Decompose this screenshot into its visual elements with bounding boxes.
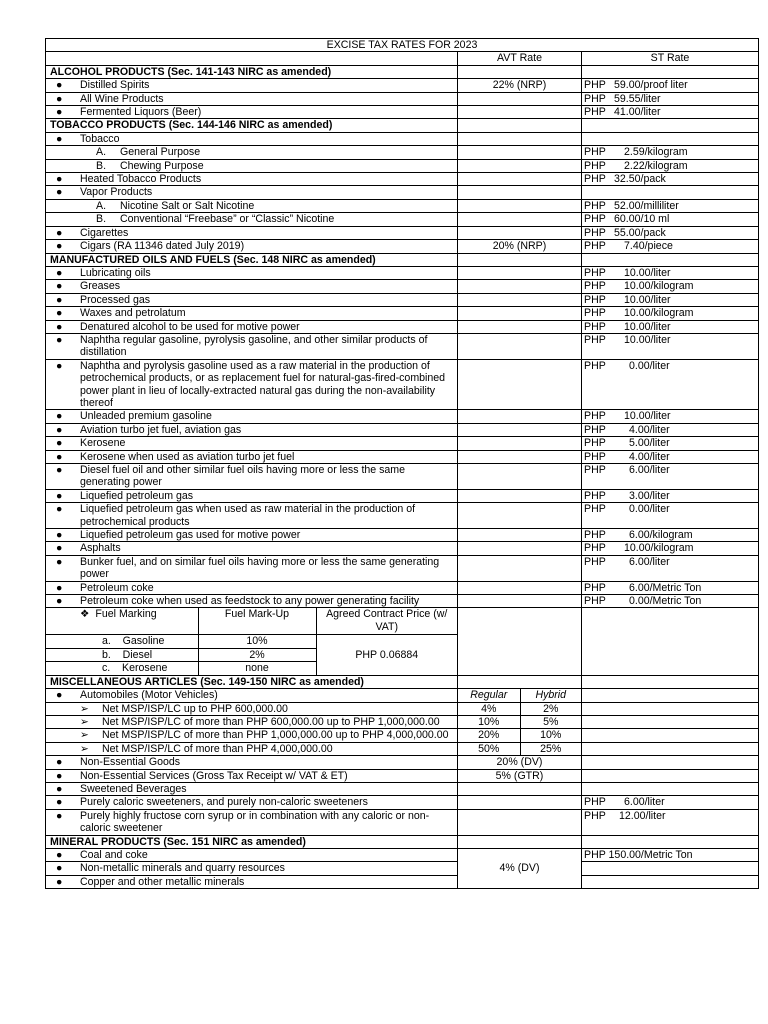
table-row: ● Processed gas PHP 10.00/liter [46, 293, 759, 306]
bullet-icon: ● [56, 542, 63, 555]
bullet-icon: ● [56, 266, 63, 279]
table-row: ➢ Net MSP/ISP/LC of more than PHP 600,000.00 up to PHP 1,000,000.00 10% 5% [46, 715, 759, 728]
table-row: ● Fermented Liquors (Beer) PHP 41.00/liter [46, 106, 759, 119]
section-row [46, 253, 759, 266]
oil-rows [46, 266, 759, 608]
bullet-icon: ● [56, 796, 63, 809]
excise-tax-table-page [45, 38, 758, 889]
table-row: ● Cigarettes PHP 55.00/pack [46, 226, 759, 239]
table-row: ● Purely caloric sweeteners, and purely non-caloric sweeteners PHP 6.00/liter [46, 796, 759, 809]
table-row: ● All Wine Products PHP 59.55/liter [46, 92, 759, 105]
bullet-icon: ● [56, 756, 63, 769]
bullet-icon: ● [56, 307, 63, 320]
bullet-icon: ● [56, 875, 63, 888]
table-row: ● Naphtha regular gasoline, pyrolysis gasoline, and other similar products of distillation PHP 10.00/liter [46, 333, 759, 359]
excise-tax-table [45, 38, 759, 889]
bullet-icon: ● [56, 280, 63, 293]
bullet-icon: ● [56, 173, 63, 186]
table-row: ● Vapor Products [46, 186, 759, 199]
st-rate-header: ST Rate [582, 52, 759, 65]
bullet-icon: ● [56, 333, 63, 346]
bullet-icon: ● [56, 769, 63, 782]
table-row: ● Purely highly fructose corn syrup or in combination with any caloric or non-caloric sweetener PHP 12.00/liter [46, 809, 759, 835]
bullet-icon: ● [56, 92, 63, 105]
table-row: ● Kerosene PHP 5.00/liter [46, 437, 759, 450]
table-row: ● Copper and other metallic minerals [46, 875, 759, 888]
bullet-icon: ● [56, 132, 63, 145]
table-row: ● Bunker fuel, and on similar fuel oils having more or less the same generating power PHP 6.00/liter [46, 555, 759, 581]
table-row: ● Non-metallic minerals and quarry resources [46, 862, 759, 875]
diamond-bullet-icon: ❖ [80, 608, 90, 621]
table-row: ➢ Net MSP/ISP/LC up to PHP 600,000.00 4% 2% [46, 702, 759, 715]
table-row: ● Unleaded premium gasoline PHP 10.00/liter [46, 410, 759, 423]
avt-rate-header: AVT Rate [458, 52, 582, 65]
bullet-icon: ● [56, 809, 63, 822]
table-row: A. Nicotine Salt or Salt Nicotine PHP 52.00/milliliter [46, 199, 759, 212]
bullet-icon: ● [56, 489, 63, 502]
table-row: ● Non-Essential Services (Gross Tax Receipt w/ VAT & ET) 5% (GTR) [46, 769, 759, 782]
table-row: ● Greases PHP 10.00/kilogram [46, 280, 759, 293]
bullet-icon: ● [56, 226, 63, 239]
bullet-icon: ● [56, 450, 63, 463]
title-row [46, 39, 759, 52]
table-row: B. Chewing Purpose PHP 2.22/kilogram [46, 159, 759, 172]
section-row [46, 65, 759, 78]
table-row: ● Heated Tobacco Products PHP 32.50/pack [46, 173, 759, 186]
table-row: ● Denatured alcohol to be used for motive power PHP 10.00/liter [46, 320, 759, 333]
tobacco-section-title: TOBACCO PRODUCTS (Sec. 144-146 NIRC as amended) [46, 119, 458, 132]
bullet-icon: ● [56, 423, 63, 436]
bullet-icon: ● [56, 437, 63, 450]
fuel-marking-row [46, 608, 759, 675]
table-row: ● Petroleum coke PHP 6.00/Metric Ton [46, 581, 759, 594]
agreed-contract-price: PHP 0.06884 [355, 648, 419, 661]
table-row: ● Sweetened Beverages [46, 782, 759, 795]
bullet-icon: ● [56, 595, 63, 608]
table-row: ● Liquefied petroleum gas used for motive power PHP 6.00/kilogram [46, 529, 759, 542]
table-row: ● Naphtha and pyrolysis gasoline used as a raw material in the production of petrochemical products, or as replacement fuel for natural-gas-fired-combined power plant in lieu of locally-extracted natural gas during the non-availability thereof PHP 0.00/liter [46, 359, 759, 410]
arrow-bullet-icon: ➢ [80, 742, 89, 755]
table-row: ● Diesel fuel oil and other similar fuel oils having more or less the same generating power PHP 6.00/liter [46, 464, 759, 490]
table-row: ● Kerosene when used as aviation turbo jet fuel PHP 4.00/liter [46, 450, 759, 463]
oils-section-title: MANUFACTURED OILS AND FUELS (Sec. 148 NIRC as amended) [46, 253, 458, 266]
arrow-bullet-icon: ➢ [80, 715, 89, 728]
arrow-bullet-icon: ➢ [80, 702, 89, 715]
bullet-icon: ● [56, 529, 63, 542]
bullet-icon: ● [56, 240, 63, 253]
alcohol-section-title: ALCOHOL PRODUCTS (Sec. 141-143 NIRC as amended) [46, 65, 458, 78]
bullet-icon: ● [56, 106, 63, 119]
column-header-row [46, 52, 759, 65]
bullet-icon: ● [56, 359, 63, 372]
auto-rows [46, 702, 759, 756]
table-title: EXCISE TAX RATES FOR 2023 [46, 39, 759, 52]
mineral-section-title: MINERAL PRODUCTS (Sec. 151 NIRC as amended) [46, 835, 458, 848]
table-row: ● Asphalts PHP 10.00/kilogram [46, 542, 759, 555]
section-row [46, 675, 759, 688]
bullet-icon: ● [56, 320, 63, 333]
table-row: ➢ Net MSP/ISP/LC of more than PHP 1,000,000.00 up to PHP 4,000,000.00 20% 10% [46, 729, 759, 742]
table-row: ● Waxes and petrolatum PHP 10.00/kilogram [46, 307, 759, 320]
table-row: ● Coal and coke 4% (DV) PHP 150.00/Metric Ton [46, 848, 759, 861]
bullet-icon: ● [56, 782, 63, 795]
table-row: ● Liquefied petroleum gas when used as raw material in the production of petrochemical products PHP 0.00/liter [46, 503, 759, 529]
table-row: ● Liquefied petroleum gas PHP 3.00/liter [46, 489, 759, 502]
bullet-icon: ● [56, 79, 63, 92]
table-row: ● Aviation turbo jet fuel, aviation gas PHP 4.00/liter [46, 423, 759, 436]
table-row: ➢ Net MSP/ISP/LC of more than PHP 4,000,000.00 50% 25% [46, 742, 759, 755]
bullet-icon: ● [56, 464, 63, 476]
bullet-icon: ● [56, 186, 63, 199]
table-row: ● Petroleum coke when used as feedstock to any power generating facility PHP 0.00/Metric Ton [46, 595, 759, 608]
section-row [46, 835, 759, 848]
arrow-bullet-icon: ➢ [80, 729, 89, 742]
bullet-icon: ● [56, 862, 63, 875]
table-row: ● Non-Essential Goods 20% (DV) [46, 756, 759, 769]
bullet-icon: ● [56, 581, 63, 594]
bullet-icon: ● [56, 689, 63, 702]
bullet-icon: ● [56, 848, 63, 861]
bullet-icon: ● [56, 503, 63, 516]
table-row: ● Distilled Spirits 22% (NRP) PHP 59.00/proof liter [46, 79, 759, 92]
table-row: ● Cigars (RA 11346 dated July 2019) 20% (NRP) PHP 7.40/piece [46, 240, 759, 253]
misc-section-title: MISCELLANEOUS ARTICLES (Sec. 149-150 NIRC as amended) [46, 675, 458, 688]
table-row: ● Automobiles (Motor Vehicles) Regular Hybrid [46, 689, 759, 702]
bullet-icon: ● [56, 410, 63, 423]
table-row: ● Tobacco [46, 132, 759, 145]
table-row: ● Lubricating oils PHP 10.00/liter [46, 266, 759, 279]
bullet-icon: ● [56, 293, 63, 306]
table-row: B. Conventional “Freebase” or “Classic” Nicotine PHP 60.00/10 ml [46, 213, 759, 226]
table-row: A. General Purpose PHP 2.59/kilogram [46, 146, 759, 159]
section-row [46, 119, 759, 132]
fuel-marking-table: ❖ Fuel Marking Fuel Mark-Up Agreed Contract Price (w/ VAT) a. Gasoline 10% PHP 0.06884 b. Diesel 2% c. Kerosene none [46, 608, 457, 674]
bullet-icon: ● [56, 555, 63, 568]
